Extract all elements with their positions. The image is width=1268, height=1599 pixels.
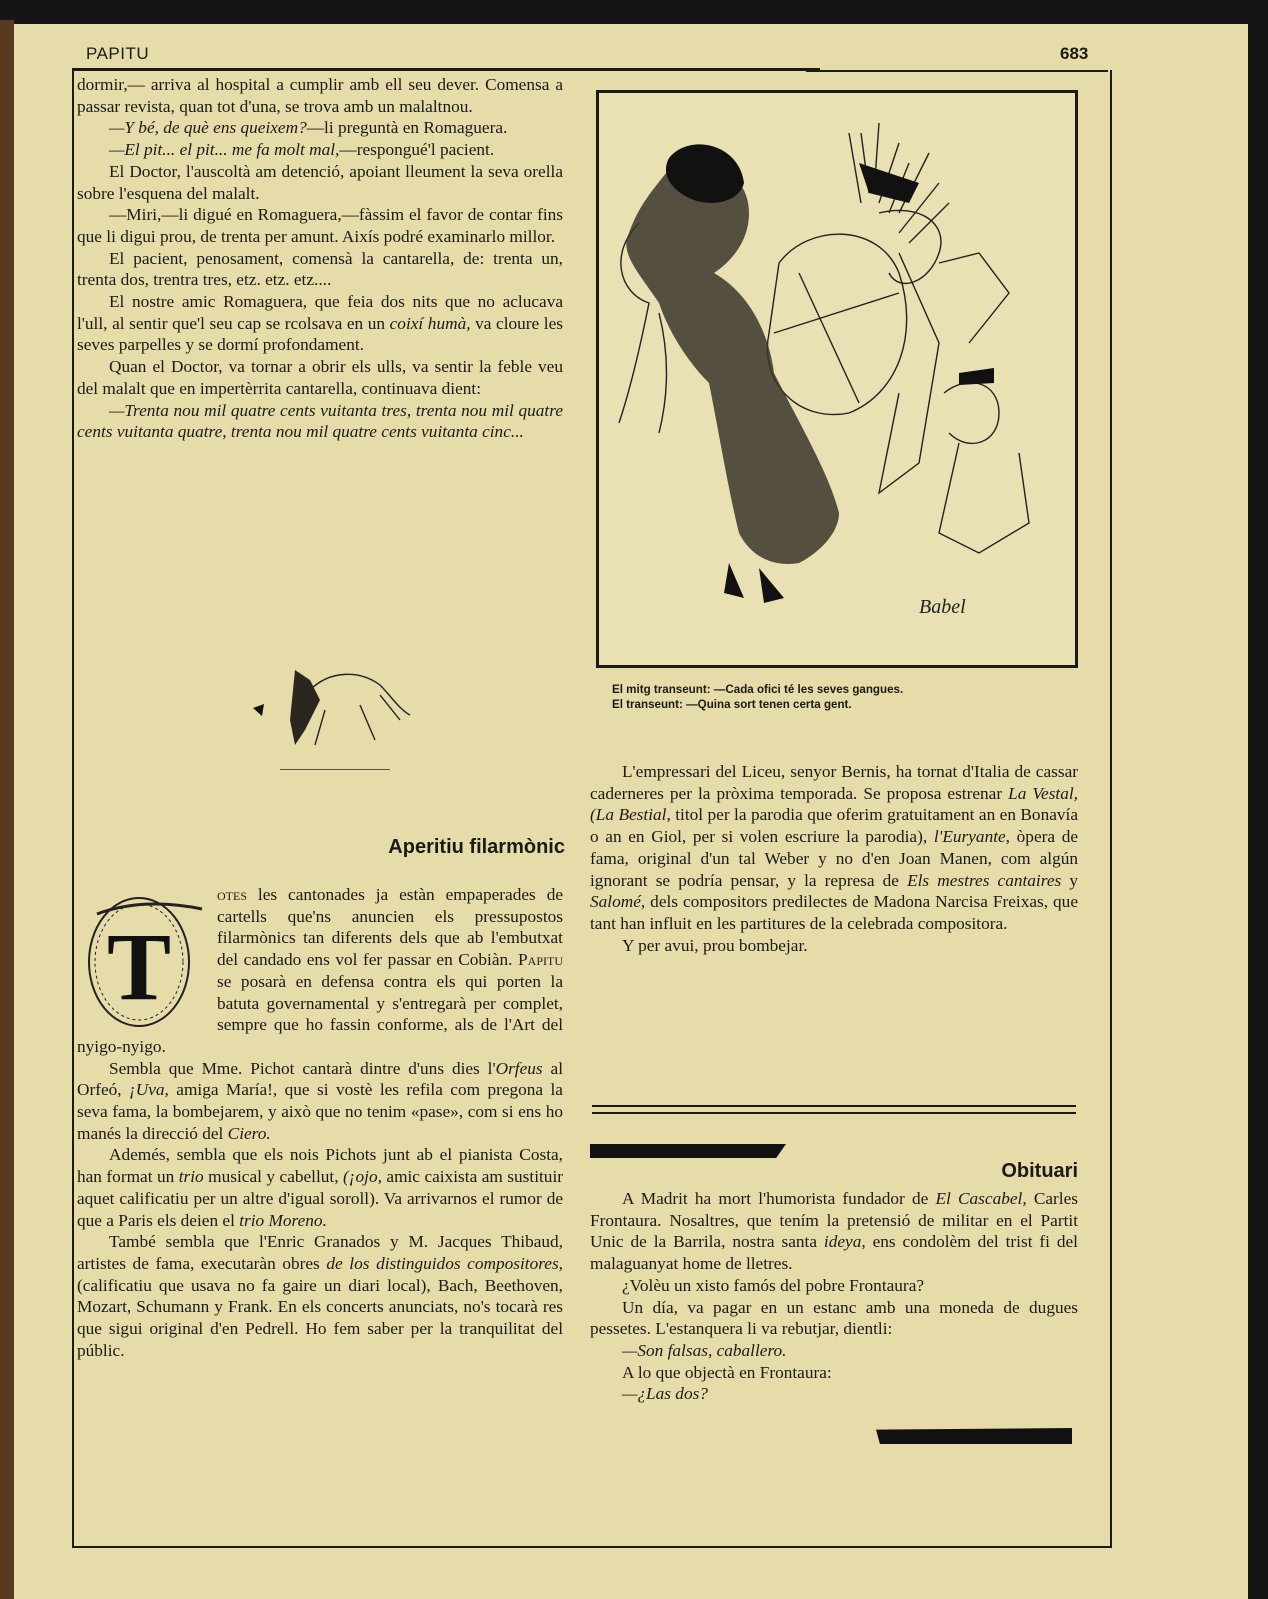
obituary-title: Obituari: [1001, 1160, 1078, 1182]
paragraph: A Madrit ha mort l'humorista fundador de El Cascabel, Carles Frontaura. Nosaltres, que tením la pretensió de militar en el Partit Unic de la Barrila, nostra santa ideya, ens condolèm del trist fi del malaguanyat home de lletres.: [590, 1189, 1078, 1274]
black-ornament-bar: [590, 1144, 786, 1158]
article-title: Aperitiu filarmònic: [388, 836, 565, 858]
section-divider: [592, 1112, 1076, 1114]
paragraph: —El pit... el pit... me fa molt mal,—respongué'l pacient.: [109, 140, 495, 160]
paragraph: A lo que objectà en Frontaura:: [622, 1362, 832, 1382]
black-ornament-bar: [876, 1428, 1072, 1444]
article-continuation: [590, 761, 1078, 956]
paragraph: Un día, va pagar en un estanc amb una moneda de dugues pessetes. L'estanquera li va rebutjar, dientli:: [590, 1297, 1078, 1339]
paragraph: També sembla que l'Enric Granados y M. Jacques Thibaud, artistes de fama, executaràn obres de los distinguidos compositores, (calificatiu que usava no fa gaire un diari local), Bach, Beethoven, Mozart, Schumann y Frank. En els concerts anunciats, no's tocarà res que sigui original d'en Pedrell. Ho fem saber per la tranquilitat del públic.: [77, 1232, 564, 1360]
cartoon-caption: [612, 682, 1082, 712]
paragraph: El Doctor, l'auscoltà am detenció, apoiant lleument la seva orella sobre l'esquena del malalt.: [77, 161, 563, 203]
paragraph: —Son falsas, caballero.: [622, 1340, 787, 1360]
cartoon-illustration: [596, 90, 1078, 668]
story-ending: [77, 74, 563, 443]
paragraph: ¿Volèu un xisto famós del pobre Frontaura?: [622, 1275, 925, 1295]
caption-line: El mitg transeunt: —Cada ofici té les seves gangues.: [612, 683, 904, 696]
paragraph: Ademés, sembla que els nois Pichots junt ab el pianista Costa, han format un trio musical y cabellut, (¡ojo, amic caixista am sustituir aquet calificatiu per un altre d'igual soroll). Va arrivarnos el rumor de que a Paris els deien el trio Moreno.: [77, 1145, 563, 1230]
dropcap-ornament: [77, 884, 209, 1034]
paragraph: Quan el Doctor, va tornar a obrir els ulls, va sentir la feble veu del malalt que en impertèrrita cantarella, continuava dient:: [77, 357, 563, 398]
dropcap-letter: T: [106, 913, 172, 1020]
artist-signature: Babel: [919, 596, 966, 618]
caption-line: El transeunt: —Quina sort tenen certa gent.: [612, 698, 852, 711]
paragraph: —¿Las dos?: [622, 1384, 708, 1404]
vignette-drawing: [250, 650, 420, 770]
paragraph: —Y bé, de què ens queixem?—li preguntà en Romaguera.: [109, 118, 508, 138]
paragraph: otes les cantonades ja estàn empaperades de cartells que'ns anuncien els pressupostos filarmònics tan diferents dels que ab l'embutxat del candado ens vol fer passar en Cobiàn. Papitu se posarà en defensa contra els qui porten la batuta governamental y s'entregarà per complet, sempre que ho fassin conforme, als de l'Art del nyigo-nyigo.: [77, 885, 563, 1056]
paragraph: El nostre amic Romaguera, que feia dos nits que no aclucava l'ull, al sentir que'l seu cap se rcolsava en un coixí humà, va cloure les seves parpelles y se dormí profondament.: [77, 292, 563, 355]
paragraph: —Trenta nou mil quatre cents vuitanta tres, trenta nou mil quatre cents vuitanta quatre, trenta nou mil quatre cents vuitanta cinc...: [77, 400, 563, 442]
paragraph: L'empressari del Liceu, senyor Bernis, ha tornat d'Italia de cassar caderneres per la pròxima temporada. Se proposa estrenar La Vestal, (La Bestial, titol per la parodia que oferim gratuitament an en Bonavía o an en Giol, per si volen escriure la parodia), l'Euryante, òpera de fama, original d'un tal Weber y no d'en Joan Manen, com algún ignorant se podría pensar, y la represa de Els mestres cantaires y Salomé, dels compositors predilectes de Madona Narcisa Freixas, que tant han influit en les partitures de la celebrada compositora.: [590, 762, 1078, 933]
paragraph: Y per avui, prou bombejar.: [622, 935, 808, 955]
section-divider: [592, 1105, 1076, 1107]
cartoon-drawing: [599, 93, 1069, 659]
page-number: 683: [1060, 44, 1089, 63]
man-hat: [859, 163, 919, 203]
obituary-body: [590, 1188, 1078, 1405]
book-spine: [0, 20, 14, 1599]
paragraph: Sembla que Mme. Pichot cantarà dintre d'uns dies l'Orfeus al Orfeó, ¡Uva, amiga María!, que si vostè les refila com pregona la seva fama, la bombejarem, y això que no tenim «pase», com si ens ho manés la direcció del Ciero.: [77, 1058, 564, 1143]
decorative-dropcap: [77, 884, 209, 1034]
woman-figure: [626, 160, 839, 564]
rider-vignette: [250, 650, 420, 770]
paragraph: dormir,— arriva al hospital a cumplir amb ell seu dever. Comensa a passar revista, quan tot d'una, se trova amb un malaltnou.: [77, 75, 563, 116]
paragraph: El pacient, penosament, comensà la cantarella, de: trenta un, trenta dos, trentra tres, etz. etz. etz....: [77, 248, 563, 290]
running-title: PAPITU: [86, 44, 150, 63]
article-body: [77, 884, 563, 1361]
paragraph: —Miri,—li digué en Romaguera,—fàssim el favor de contar fins que li digui prou, de trenta per amunt. Aixís podré examinarlo millor.: [77, 205, 563, 246]
